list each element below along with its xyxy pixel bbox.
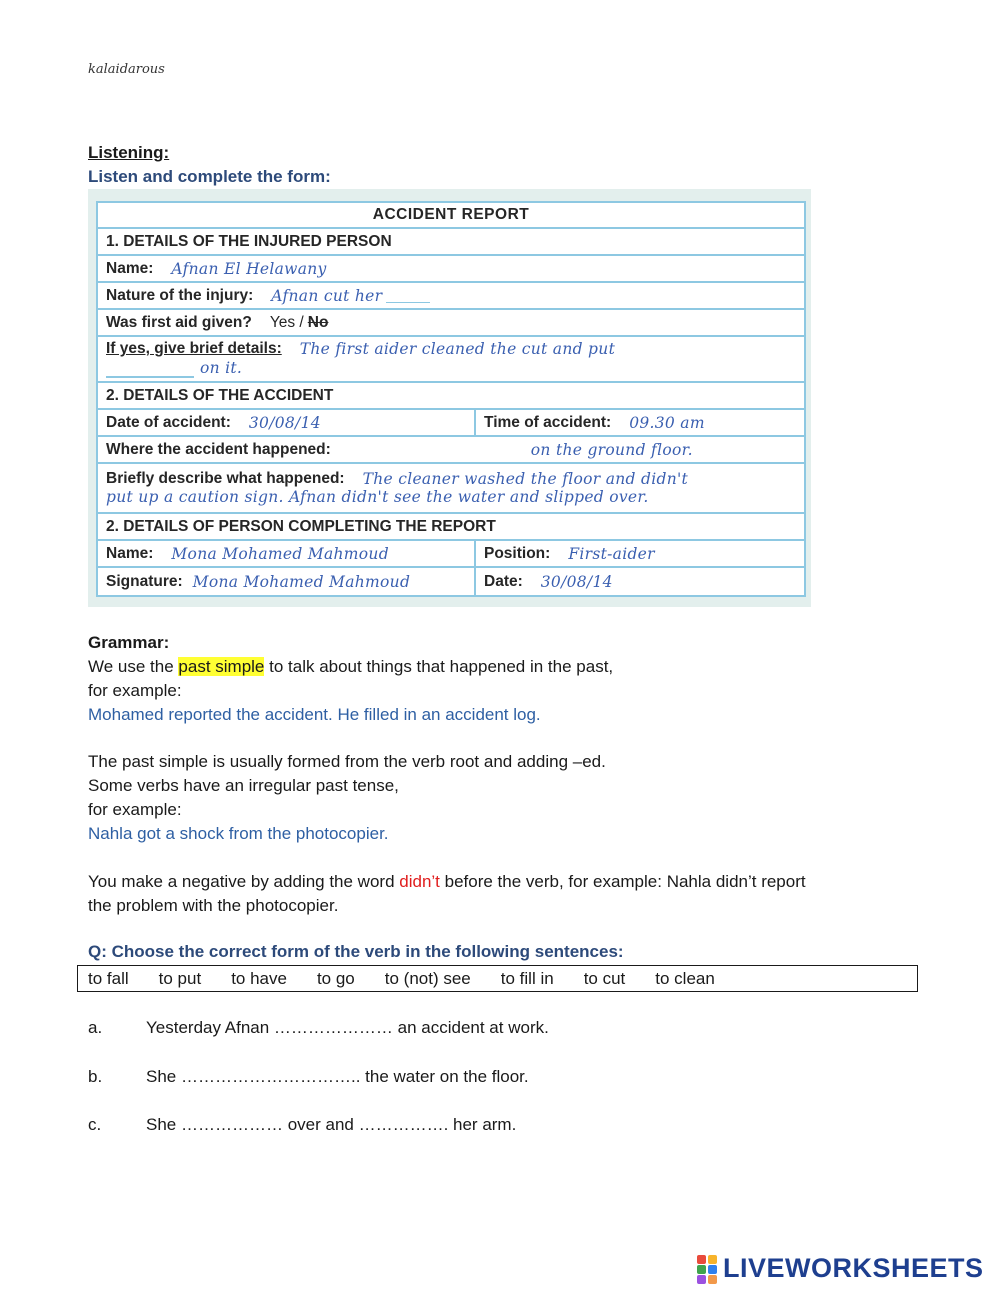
time-label: Time of accident: [484, 413, 612, 431]
date-label: Date of accident: [106, 413, 231, 431]
listening-heading: Listening: [88, 143, 170, 162]
negative-line2: the problem with the photocopier. [88, 896, 339, 915]
grammar-heading: Grammar: [88, 633, 170, 652]
details-row [98, 337, 804, 383]
name-label: Name: [106, 259, 154, 277]
first-aid-label: Was first aid given? [106, 313, 252, 331]
details-label: If yes, give brief details: [106, 340, 282, 357]
verb-item: to clean [655, 968, 715, 988]
question-a [88, 1018, 549, 1038]
question-text[interactable]: She ……………… over and ……………. her arm. [146, 1115, 517, 1134]
verb-item: to put [158, 968, 202, 988]
question-b [88, 1067, 529, 1087]
position-cell [476, 541, 655, 566]
signature-row [98, 568, 804, 595]
reporter-name-label: Name: [106, 544, 154, 562]
listening-instruction: Listen and complete the form: [88, 167, 331, 186]
grammar-line1-pre: We use the [88, 657, 179, 676]
grammar-line5: for example: [88, 800, 182, 819]
grammar-line1 [88, 655, 613, 679]
section-injured-person: 1. DETAILS OF THE INJURED PERSON [98, 229, 804, 256]
grammar-line3: The past simple is usually formed from the verb root and adding –ed. [88, 752, 606, 771]
question-label: a. [88, 1018, 103, 1037]
name-value: Afnan El Helawany [171, 259, 327, 278]
liveworksheets-logo [697, 1253, 984, 1284]
question-label: b. [88, 1067, 103, 1086]
first-aid-no: No [307, 313, 329, 331]
verb-bank [77, 965, 918, 992]
date-cell [98, 410, 476, 435]
signature-label: Signature: [106, 572, 183, 590]
signature-cell [98, 568, 476, 595]
grammar-line2: for example: [88, 681, 182, 700]
verb-item: to cut [583, 968, 626, 988]
form-title: ACCIDENT REPORT [98, 203, 804, 229]
question-heading: Q: Choose the correct form of the verb in the following sentences: [88, 942, 624, 961]
injury-label: Nature of the injury: [106, 286, 254, 304]
logo-mark-icon [697, 1255, 719, 1283]
details-value-1: The first aider cleaned the cut and put [299, 340, 616, 358]
question-text[interactable]: She ………………………….. the water on the floor. [146, 1067, 529, 1086]
verb-item: to go [316, 968, 355, 988]
section-accident: 2. DETAILS OF THE ACCIDENT [98, 383, 804, 410]
verb-item: to have [231, 968, 287, 988]
reporter-row [98, 541, 804, 568]
author-name: kalaidarous [88, 62, 165, 77]
negative-line1 [88, 870, 806, 894]
describe-label: Briefly describe what happened: [106, 470, 345, 487]
date-time-row [98, 410, 804, 437]
injury-row [98, 283, 804, 310]
grammar-line1-post: to talk about things that happened in the past, [264, 657, 614, 676]
time-value: 09.30 am [629, 413, 705, 432]
position-label: Position: [484, 544, 551, 562]
accident-report-form [96, 201, 806, 597]
describe-row [98, 464, 804, 514]
grammar-line4: Some verbs have an irregular past tense, [88, 776, 399, 795]
position-value: First-aider [568, 544, 655, 563]
describe-value-2: put up a caution sign. Afnan didn't see the water and slipped over. [106, 488, 649, 506]
reporter-name-value: Mona Mohamed Mahmoud [171, 544, 389, 563]
accident-report-image [88, 189, 811, 607]
verb-item: to fill in [500, 968, 554, 988]
example-1: Mohamed reported the accident. He filled in an accident log. [88, 705, 541, 724]
where-label: Where the accident happened: [106, 440, 331, 458]
date-value: 30/08/14 [248, 413, 321, 432]
report-date-value: 30/08/14 [540, 572, 613, 591]
logo-text: LIVEWORKSHEETS [723, 1253, 984, 1283]
injured-name-row [98, 256, 804, 283]
first-aid-row [98, 310, 804, 337]
describe-value-1: The cleaner washed the floor and didn't [362, 470, 689, 488]
injury-value: Afnan cut her [271, 286, 383, 305]
report-date-label: Date: [484, 572, 523, 590]
time-cell [476, 410, 705, 435]
example-2: Nahla got a shock from the photocopier. [88, 824, 389, 843]
past-simple-highlight: past simple [178, 657, 265, 676]
where-row [98, 437, 804, 464]
details-blank[interactable] [106, 358, 194, 378]
signature-value: Mona Mohamed Mahmoud [192, 572, 411, 591]
section-reporter: 2. DETAILS OF PERSON COMPLETING THE REPORT [98, 514, 804, 541]
injury-blank[interactable] [386, 288, 430, 303]
negative-post: before the verb, for example: Nahla didn’t report [439, 872, 806, 891]
question-text[interactable]: Yesterday Afnan ………………… an accident at work. [146, 1018, 549, 1037]
where-value: on the ground floor. [530, 440, 693, 459]
didnt-word: didn’t [399, 872, 440, 891]
reporter-name-cell [98, 541, 476, 566]
details-value-2: on it. [200, 359, 243, 377]
question-c [88, 1115, 516, 1135]
verb-item: to (not) see [384, 968, 471, 988]
question-label: c. [88, 1115, 102, 1134]
report-date-cell [476, 568, 613, 595]
negative-pre: You make a negative by adding the word [88, 872, 400, 891]
verb-item: to fall [88, 968, 129, 988]
first-aid-yes: Yes / [269, 313, 304, 331]
